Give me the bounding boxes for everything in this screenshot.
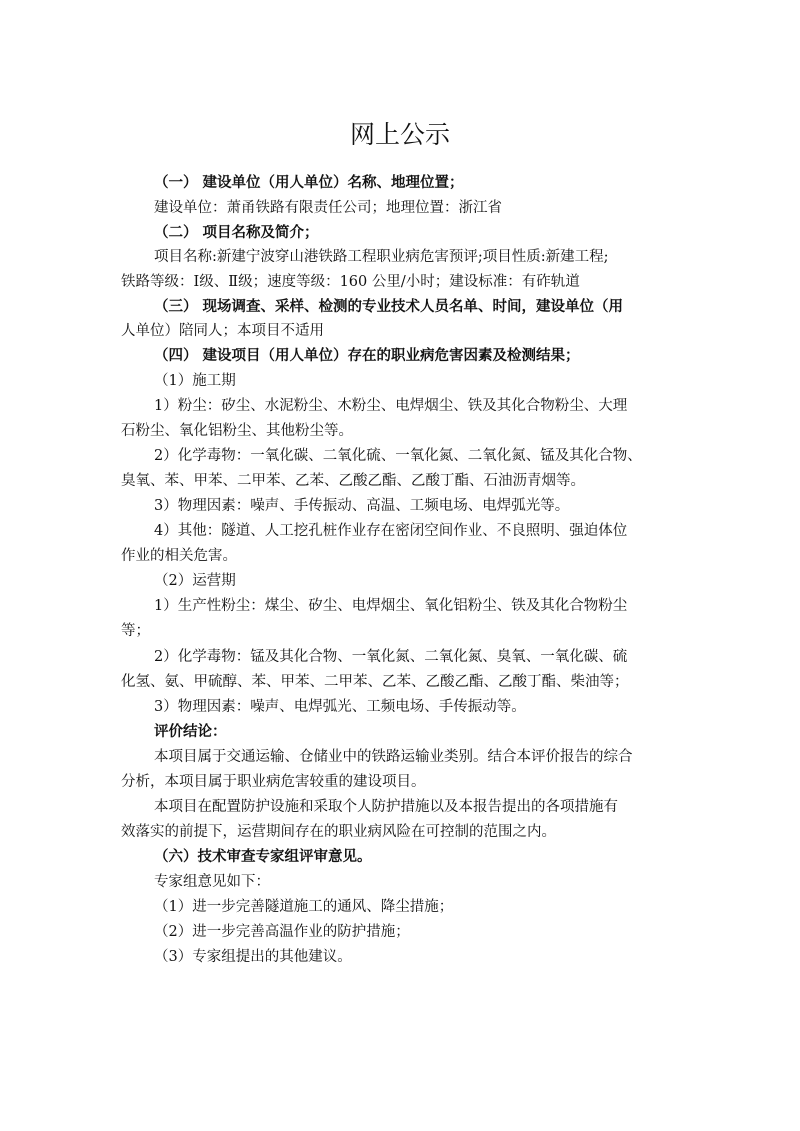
subsection-label: （2）运营期 [154,573,236,589]
section-heading-6: （六）技术审查专家组评审意见。 [154,849,372,865]
section-heading-conclusion: 评价结论： [154,724,227,740]
paragraph-line: 铁路等级：Ⅰ级、Ⅱ级；速度等级：160 公里/小时；建设标准：有砟轨道 [121,274,580,290]
paragraph-line: 臭氧、苯、甲苯、二甲苯、乙苯、乙酸乙酯、乙酸丁酯、石油沥青烟等。 [121,473,585,489]
list-item: （3）专家组提出的其他建议。 [154,949,352,965]
list-item: 4）其他：隧道、人工挖孔桩作业存在密闭空间作业、不良照明、强迫体位 [154,523,628,539]
subsection-label: （1）施工期 [154,373,236,389]
section-heading-4: （四） 建设项目（用人单位）存在的职业病危害因素及检测结果； [154,348,580,364]
list-item: 2）化学毒物：一氧化碳、二氧化硫、一氧化氮、二氧化氮、锰及其化合物、 [154,448,642,464]
paragraph-line: 作业的相关危害。 [121,548,237,564]
list-item: 1）粉尘：矽尘、水泥粉尘、木粉尘、电焊烟尘、铁及其化合物粉尘、大理 [154,398,628,414]
section-heading-2: （二） 项目名称及简介； [154,225,319,241]
paragraph-line: 专家组意见如下： [154,874,270,890]
section-heading-1: （一） 建设单位（用人单位）名称、地理位置； [154,175,464,191]
paragraph-line: 项目名称:新建宁波穿山港铁路工程职业病危害预评;项目性质:新建工程; [154,249,609,265]
section-heading-3: （三） 现场调查、采样、检测的专业技术人员名单、时间，建设单位（用 [154,299,624,315]
paragraph-line: 建设单位：萧甬铁路有限责任公司；地理位置：浙江省 [154,200,502,216]
paragraph-line: 人单位）陪同人；本项目不适用 [121,323,324,339]
list-item: （2）进一步完善高温作业的防护措施； [154,924,410,940]
paragraph-line: 分析，本项目属于职业病危害较重的建设项目。 [121,774,426,790]
list-item: 2）化学毒物：锰及其化合物、一氧化氮、二氧化氮、臭氧、一氧化碳、硫 [154,649,628,665]
paragraph-line: 石粉尘、氧化铝粉尘、其他粉尘等。 [121,423,353,439]
paragraph-line: 效落实的前提下，运营期间存在的职业病风险在可控制的范围之内。 [121,824,556,840]
paragraph-line: 本项目属于交通运输、仓储业中的铁路运输业类别。结合本评价报告的综合 [154,749,633,765]
paragraph-line: 本项目在配置防护设施和采取个人防护措施以及本报告提出的各项措施有 [154,799,618,815]
list-item: （1）进一步完善隧道施工的通风、降尘措施； [154,899,454,915]
paragraph-line: 等； [121,623,150,639]
list-item: 1）生产性粉尘：煤尘、矽尘、电焊烟尘、氧化铝粉尘、铁及其化合物粉尘 [154,598,628,614]
page-title: 网上公示 [349,120,450,149]
list-item: 3）物理因素：噪声、电焊弧光、工频电场、手传振动等。 [154,699,526,715]
paragraph-line: 化氢、氨、甲硫醇、苯、甲苯、二甲苯、乙苯、乙酸乙酯、乙酸丁酯、柴油等； [121,674,629,690]
list-item: 3）物理因素：噪声、手传振动、高温、工频电场、电焊弧光等。 [154,498,570,514]
